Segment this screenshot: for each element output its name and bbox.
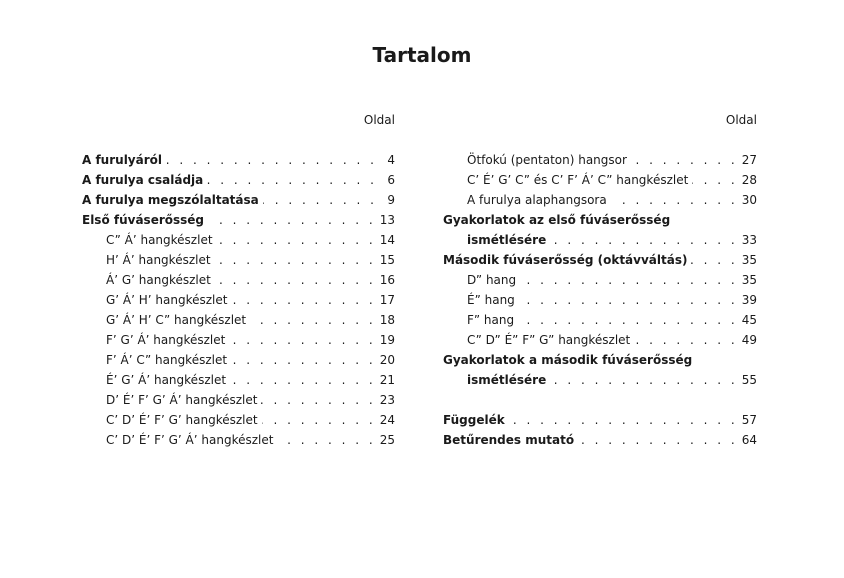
toc-entry[interactable]: [443, 430, 757, 450]
toc-entry-title: G’ Á’ H’ C” hangkészlet: [106, 313, 247, 327]
toc-entry-page-number: 45: [741, 313, 757, 327]
toc-list: [82, 150, 395, 450]
toc-entry-title: Betűrendes mutató: [443, 433, 575, 447]
toc-entry-page-number: 28: [741, 173, 757, 187]
toc-entry-title: C’ É’ G’ C” és C’ F’ Á’ C” hangkészlet: [467, 173, 689, 187]
toc-entry-title: F’ Á’ C” hangkészlet: [106, 353, 228, 367]
toc-dot-leader: [631, 150, 738, 170]
toc-dot-leader: [692, 170, 737, 190]
toc-entry[interactable]: [443, 310, 757, 330]
toc-entry-title: Á’ G’ hangkészlet: [106, 273, 211, 287]
toc-spacer: [443, 390, 757, 410]
toc-entry-page-number: 14: [379, 233, 395, 247]
toc-entry[interactable]: [82, 290, 395, 310]
toc-entry[interactable]: [82, 230, 395, 250]
toc-entry[interactable]: [82, 170, 395, 190]
toc-entry-title: Első fúváserősség: [82, 213, 205, 227]
toc-entry-page-number: 33: [741, 233, 757, 247]
toc-entry-title: G’ Á’ H’ hangkészlet: [106, 293, 228, 307]
toc-entry[interactable]: [443, 230, 757, 250]
toc-dot-leader: [208, 210, 376, 230]
toc-right-column: [443, 110, 757, 450]
page-column-header: Oldal: [725, 113, 757, 127]
toc-entry-page-number: 30: [741, 193, 757, 207]
toc-entry[interactable]: [82, 410, 395, 430]
toc-entry-title: É” hang: [467, 293, 515, 307]
toc-dot-leader: [262, 410, 376, 430]
toc-entry[interactable]: [82, 370, 395, 390]
toc-entry-page-number: 13: [379, 213, 395, 227]
toc-entry[interactable]: [443, 290, 757, 310]
toc-entry-page-number: 27: [741, 153, 757, 167]
toc-entry-title: Gyakorlatok a második fúváserősség: [443, 353, 693, 367]
toc-entry-title: A furulya családja: [82, 173, 204, 187]
toc-entry-title: ismétlésére: [467, 373, 547, 387]
toc-entry-page-number: 21: [379, 373, 395, 387]
toc-entry[interactable]: [443, 190, 757, 210]
toc-entry-page-number: 17: [379, 293, 395, 307]
toc-entry-title: Gyakorlatok az első fúváserősség: [443, 213, 671, 227]
page-column-header: Oldal: [363, 113, 395, 127]
page-title: Tartalom: [372, 43, 472, 67]
toc-entry-title: D” hang: [467, 273, 517, 287]
toc-dot-leader: [231, 350, 376, 370]
toc-entry-title: Ötfokú (pentaton) hangsor: [467, 153, 627, 167]
header-spacer: [82, 130, 395, 150]
toc-entry-title: É’ G’ Á’ hangkészlet: [106, 373, 227, 387]
toc-entry-page-number: 16: [379, 273, 395, 287]
toc-dot-leader: [229, 330, 375, 350]
toc-entry[interactable]: [443, 350, 757, 370]
toc-entry-page-number: 39: [741, 293, 757, 307]
toc-dot-leader: [634, 330, 737, 350]
toc-dot-leader: [578, 430, 738, 450]
toc-dot-leader: [217, 230, 376, 250]
toc-entry-page-number: 9: [387, 193, 395, 207]
toc-entry[interactable]: [82, 190, 395, 210]
toc-dot-leader: [520, 270, 738, 290]
toc-entry[interactable]: [82, 150, 395, 170]
toc-entry-page-number: 24: [379, 413, 395, 427]
toc-entry-page-number: 19: [379, 333, 395, 347]
toc-dot-leader: [215, 270, 376, 290]
header-spacer: [443, 130, 757, 150]
toc-entry-page-number: 49: [741, 333, 757, 347]
toc-entry[interactable]: [443, 330, 757, 350]
toc-entry[interactable]: [82, 350, 395, 370]
toc-entry-title: F” hang: [467, 313, 515, 327]
toc-dot-leader: [215, 250, 376, 270]
toc-entry-page-number: 4: [387, 153, 395, 167]
toc-entry-page-number: 23: [379, 393, 395, 407]
toc-entry[interactable]: [82, 330, 395, 350]
toc-entry-title: ismétlésére: [467, 233, 547, 247]
toc-entry-title: C’ D’ É’ F’ G’ Á’ hangkészlet: [106, 433, 274, 447]
toc-list: [443, 150, 757, 450]
toc-dot-leader: [166, 150, 377, 170]
toc-dot-leader: [231, 290, 375, 310]
toc-dot-leader: [519, 290, 738, 310]
toc-entry-page-number: 64: [741, 433, 757, 447]
toc-entry-page-number: 55: [741, 373, 757, 387]
toc-entry-page-number: 18: [379, 313, 395, 327]
toc-entry-title: Függelék: [443, 413, 505, 427]
toc-entry[interactable]: [82, 210, 395, 230]
toc-dot-leader: [509, 410, 738, 430]
toc-entry[interactable]: [443, 170, 757, 190]
toc-entry-title: A furulya alaphangsora: [467, 193, 607, 207]
toc-entry-title: H’ Á’ hangkészlet: [106, 253, 211, 267]
toc-dot-leader: [250, 310, 376, 330]
toc-entry[interactable]: [443, 270, 757, 290]
toc-entry-page-number: 15: [379, 253, 395, 267]
toc-dot-leader: [261, 390, 375, 410]
toc-entry-title: F’ G’ Á’ hangkészlet: [106, 333, 226, 347]
toc-dot-leader: [518, 310, 738, 330]
toc-entry-title: D’ É’ F’ G’ Á’ hangkészlet: [106, 393, 258, 407]
toc-dot-leader: [230, 370, 376, 390]
toc-entry-title: C’ D’ É’ F’ G’ hangkészlet: [106, 413, 258, 427]
toc-dot-leader: [277, 430, 375, 450]
toc-entry-title: A furulyáról: [82, 153, 162, 167]
toc-entry[interactable]: [82, 430, 395, 450]
toc-entry-title: A furulya megszólaltatása: [82, 193, 259, 207]
toc-entry-page-number: 20: [379, 353, 395, 367]
toc-dot-leader: [263, 190, 377, 210]
toc-entry-title: C” Á’ hangkészlet: [106, 233, 213, 247]
toc-entry[interactable]: [82, 250, 395, 270]
toc-dot-leader: [550, 230, 737, 250]
toc-dot-leader: [207, 170, 377, 190]
toc-dot-leader: [691, 250, 737, 270]
toc-entry[interactable]: [443, 370, 757, 390]
toc-entry[interactable]: [82, 390, 395, 410]
toc-entry[interactable]: [443, 250, 757, 270]
toc-entry[interactable]: [443, 210, 757, 230]
toc-entry[interactable]: [82, 270, 395, 290]
toc-dot-leader: [550, 370, 737, 390]
toc-entry[interactable]: [443, 410, 757, 430]
toc-dot-leader: [611, 190, 738, 210]
toc-left-column: [82, 110, 395, 450]
toc-entry-page-number: 25: [379, 433, 395, 447]
toc-entry-page-number: 57: [741, 413, 757, 427]
toc-entry-page-number: 6: [387, 173, 395, 187]
toc-entry-page-number: 35: [741, 253, 757, 267]
toc-entry-title: Második fúváserősség (oktávváltás): [443, 253, 688, 267]
toc-entry[interactable]: [82, 310, 395, 330]
toc-entry-title: C” D” É” F” G” hangkészlet: [467, 333, 631, 347]
toc-entry-page-number: 35: [741, 273, 757, 287]
toc-entry[interactable]: [443, 150, 757, 170]
